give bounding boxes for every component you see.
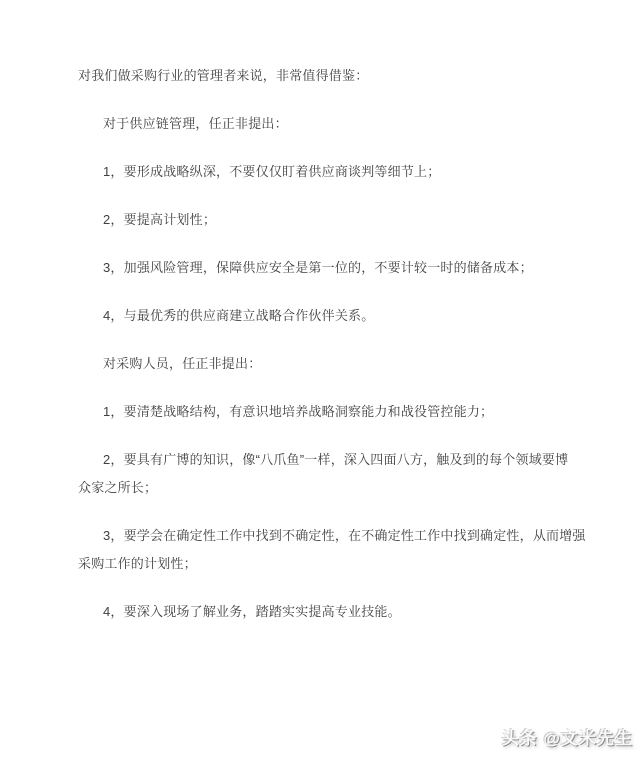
text-line: 1，要清楚战略结构，有意识地培养战略洞察能力和战役管控能力； xyxy=(103,404,494,419)
text-line: 4，与最优秀的供应商建立战略合作伙伴关系。 xyxy=(103,308,375,323)
text-line: 对采购人员，任正非提出： xyxy=(103,356,262,371)
paragraph-buyer-point-4 xyxy=(78,598,564,626)
text-line: 1，要形成战略纵深，不要仅仅盯着供应商谈判等细节上； xyxy=(103,164,441,179)
text-line: 对我们做采购行业的管理者来说，非常值得借鉴： xyxy=(78,68,369,83)
paragraph-supply-point-4 xyxy=(78,302,564,330)
text-line: 2，要具有广博的知识，像“八爪鱼”一样，深入四面八方，触及到的每个领域要博 xyxy=(103,452,569,467)
text-line: 4，要深入现场了解业务，踏踏实实提高专业技能。 xyxy=(103,604,401,619)
text-line: 3，加强风险管理，保障供应安全是第一位的，不要计较一时的储备成本； xyxy=(103,260,533,275)
paragraph-intro xyxy=(78,62,564,90)
text-line: 采购工作的计划性； xyxy=(78,556,197,571)
text-line: 众家之所长； xyxy=(78,480,158,495)
paragraph-buyer-point-1 xyxy=(78,398,564,426)
paragraph-buyer-point-2 xyxy=(78,446,569,502)
paragraph-supply-point-1 xyxy=(78,158,564,186)
toutiao-author-watermark: 头条 @文米先生 xyxy=(501,729,633,748)
text-line: 3，要学会在确定性工作中找到不确定性，在不确定性工作中找到确定性，从而增强 xyxy=(103,528,586,543)
paragraph-supply-chain-heading xyxy=(78,110,564,138)
text-line: 对于供应链管理，任正非提出： xyxy=(103,116,288,131)
article-body xyxy=(78,62,586,646)
text-line: 2，要提高计划性； xyxy=(103,212,217,227)
paragraph-buyer-point-3 xyxy=(78,522,586,578)
paragraph-buyer-heading xyxy=(78,350,564,378)
paragraph-supply-point-2 xyxy=(78,206,564,234)
paragraph-supply-point-3 xyxy=(78,254,564,282)
